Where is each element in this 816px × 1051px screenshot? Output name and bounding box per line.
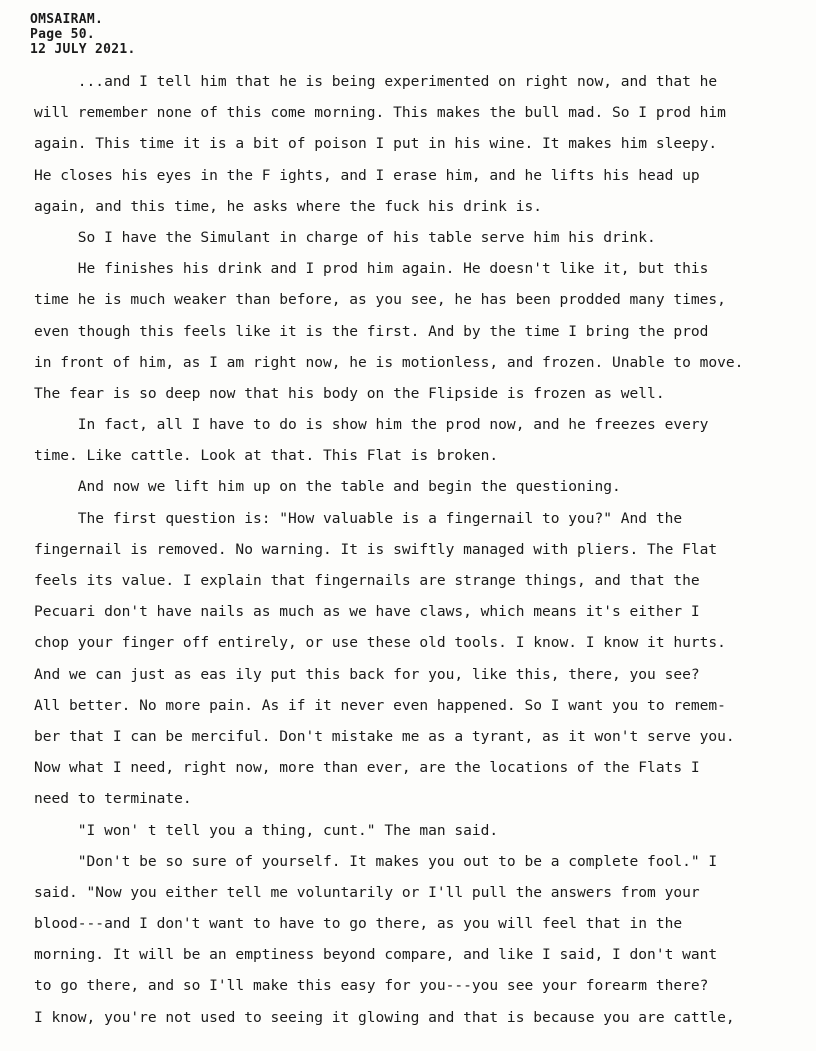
page-number: Page 50. [30,27,96,42]
text-line: again. This time it is a bit of poison I put in his wine. It makes him sleepy. [34,135,718,153]
text-line: need to terminate. [34,790,192,808]
text-line: ber that I can be merciful. Don't mistake me as a tyrant, as it won't serve you. [34,727,735,745]
text-line: morning. It will be an emptiness beyond compare, and like I said, I don't want [34,946,718,964]
text-line: time. Like cattle. Look at that. This Flat is broken. [34,447,499,465]
header-title: OMSAIRAM. [30,12,104,27]
body-text [34,66,814,1033]
text-line: time he is much weaker than before, as you see, he has been prodded many times, [34,291,726,309]
text-line: And now we lift him up on the table and begin the questioning. [34,478,621,496]
text-line: So I have the Simulant in charge of his table serve him his drink. [34,228,656,246]
text-line: chop your finger off entirely, or use these old tools. I know. I know it hurts. [34,634,726,652]
text-line: will remember none of this come morning. This makes the bull mad. So I prod him [34,104,726,122]
text-line: to go there, and so I'll make this easy for you---you see your forearm there? [34,977,709,995]
text-line: "Don't be so sure of yourself. It makes you out to be a complete fool." I [34,852,718,870]
text-line: The fear is so deep now that his body on the Flipside is frozen as well. [34,384,665,402]
page-header [30,12,136,57]
text-line: "I won' t tell you a thing, cunt." The man said. [34,821,499,839]
text-line: in front of him, as I am right now, he is motionless, and frozen. Unable to move. [34,353,744,371]
text-line: ...and I tell him that he is being experimented on right now, and that he [34,73,718,90]
text-line: All better. No more pain. As if it never even happened. So I want you to remem- [34,696,726,714]
text-line: again, and this time, he asks where the fuck his drink is. [34,197,542,215]
text-line: feels its value. I explain that fingernails are strange things, and that the [34,572,700,589]
text-line: said. "Now you either tell me voluntarily or I'll pull the answers from your [34,883,700,901]
text-line: And we can just as eas ily put this back for you, like this, there, you see? [34,665,700,683]
text-line: The first question is: "How valuable is a fingernail to you?" And the [34,509,683,527]
text-line: He closes his eyes in the F ights, and I erase him, and he lifts his head up [34,166,700,184]
text-line: He finishes his drink and I prod him again. He doesn't like it, but this [34,260,709,278]
text-line: Pecuari don't have nails as much as we have claws, which means it's either I [34,603,700,621]
text-line: blood---and I don't want to have to go there, as you will feel that in the [34,915,683,933]
text-line: Now what I need, right now, more than ever, are the locations of the Flats I [34,759,700,777]
text-line: I know, you're not used to seeing it glowing and that is because you are cattle, [34,1008,735,1026]
text-line: fingernail is removed. No warning. It is swiftly managed with pliers. The Flat [34,540,718,558]
page-date: 12 JULY 2021. [30,42,136,57]
text-line: In fact, all I have to do is show him the prod now, and he freezes every [34,416,709,434]
text-line: even though this feels like it is the first. And by the time I bring the prod [34,322,709,340]
